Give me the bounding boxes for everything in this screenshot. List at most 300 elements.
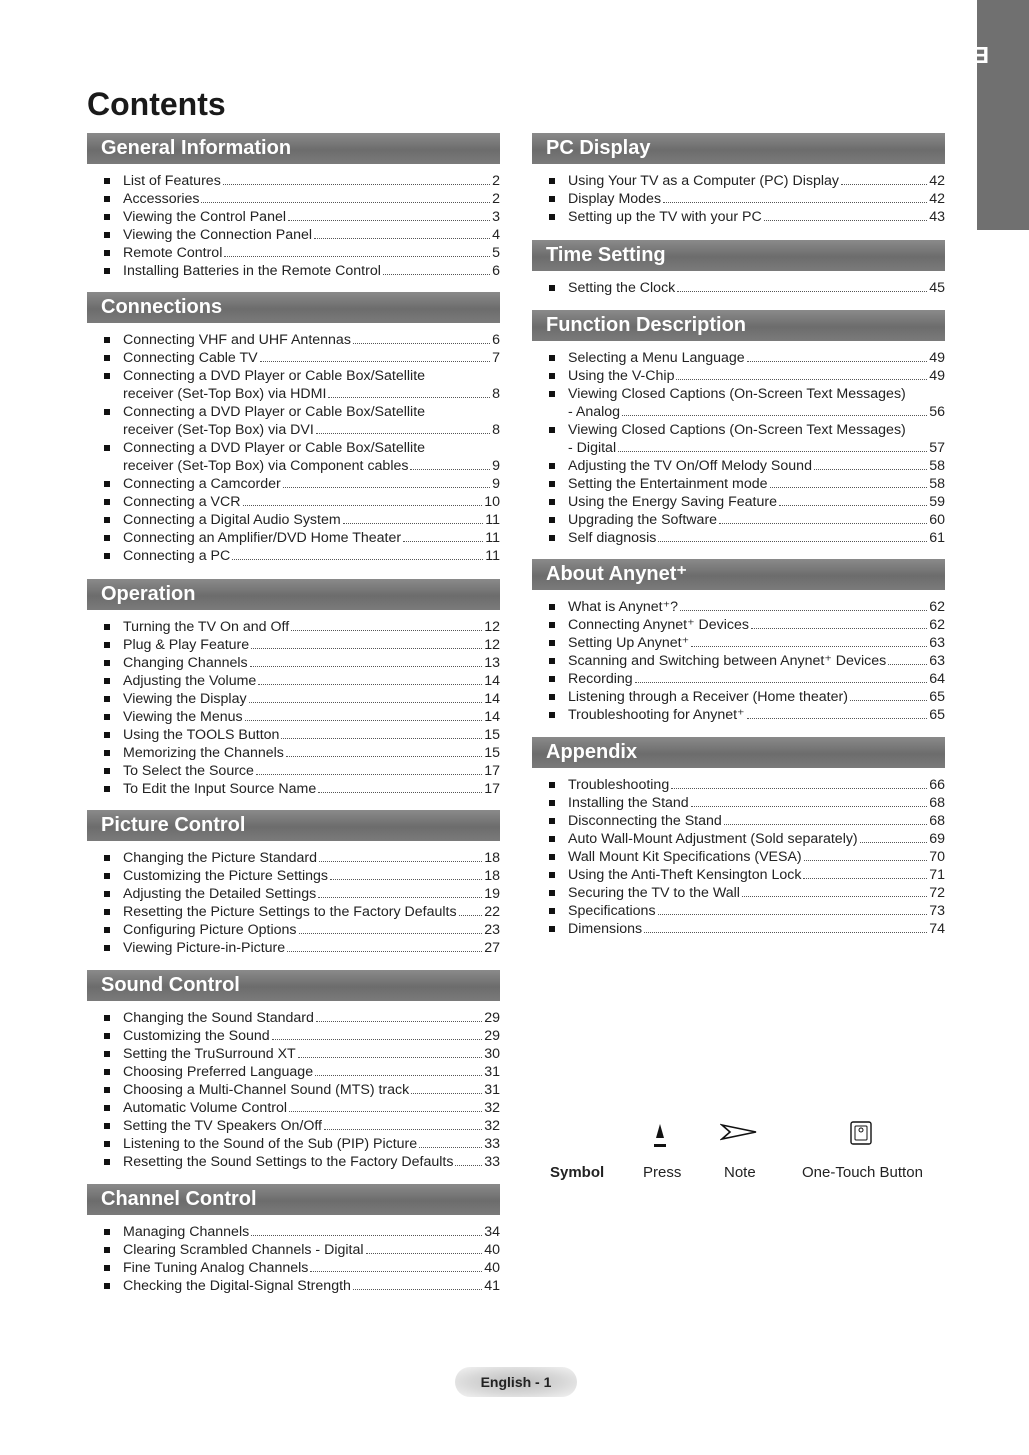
toc-entry[interactable] [532, 598, 945, 616]
toc-entry-title: Connecting a DVD Player or Cable Box/Satellite [123, 440, 426, 456]
dot-leader [324, 1129, 482, 1130]
toc-entry[interactable] [532, 688, 945, 706]
bullet-icon [549, 391, 555, 397]
bullet-icon [549, 926, 555, 932]
toc-page-number: 71 [929, 867, 945, 883]
toc-entry-text: Setting the Clock [568, 280, 676, 296]
dot-leader [260, 361, 491, 362]
toc-entry[interactable] [87, 618, 500, 636]
dot-leader [618, 451, 927, 452]
bullet-icon [549, 355, 555, 361]
dot-leader [747, 718, 928, 719]
dot-leader [298, 1057, 483, 1058]
toc-entry[interactable] [87, 849, 500, 867]
toc-entry[interactable] [87, 331, 500, 349]
dot-leader [403, 541, 483, 542]
dot-leader [289, 1111, 482, 1112]
toc-entry-text: Using the Anti-Theft Kensington Lock [568, 867, 802, 883]
dot-leader [287, 951, 482, 952]
toc-entry[interactable] [87, 903, 500, 921]
toc-entry[interactable] [532, 190, 945, 208]
dot-leader [245, 720, 483, 721]
dot-leader [742, 896, 927, 897]
toc-entry-text: Setting the Entertainment mode [568, 476, 768, 492]
bullet-icon [549, 890, 555, 896]
bullet-icon [549, 676, 555, 682]
toc-page-number: 73 [929, 903, 945, 919]
toc-entry-text: Disconnecting the Stand [568, 813, 722, 829]
toc-entry[interactable] [87, 1223, 500, 1241]
dot-leader [850, 700, 927, 701]
toc-entry[interactable] [87, 529, 500, 547]
bullet-icon [549, 640, 555, 646]
toc-entry-text: Viewing Picture-in-Picture [123, 940, 286, 956]
toc-entry-text: Adjusting the Detailed Settings [123, 886, 317, 902]
toc-list [532, 776, 945, 938]
section-channel-control [87, 1184, 500, 1295]
bullet-icon [549, 535, 555, 541]
dot-leader [328, 397, 490, 398]
dot-leader [459, 915, 483, 916]
bullet-icon [104, 696, 110, 702]
toc-entry-text: Memorizing the Channels [123, 745, 284, 761]
toc-entry-text: Using the Energy Saving Feature [568, 494, 777, 510]
toc-entry[interactable] [532, 279, 945, 297]
toc-page-number: 27 [484, 940, 500, 956]
dot-leader [410, 469, 490, 470]
toc-page-number: 15 [484, 727, 500, 743]
dot-leader [224, 256, 490, 257]
dot-leader [232, 559, 483, 560]
toc-entry[interactable] [87, 1117, 500, 1135]
toc-entry-text: Setting Up Anynet⁺ [568, 635, 690, 651]
toc-page-number: 43 [929, 209, 945, 225]
toc-entry-text: Setting up the TV with your PC [568, 209, 762, 225]
bullet-icon [104, 214, 110, 220]
dot-leader [841, 184, 927, 185]
bullet-icon [104, 535, 110, 541]
section-header: Appendix [532, 737, 945, 768]
toc-entry[interactable] [87, 547, 500, 565]
bullet-icon [549, 481, 555, 487]
toc-entry[interactable] [87, 262, 500, 280]
toc-entry[interactable] [87, 1277, 500, 1295]
toc-entry[interactable] [87, 690, 500, 708]
bullet-icon [549, 800, 555, 806]
bullet-icon [104, 642, 110, 648]
toc-entry[interactable] [87, 493, 500, 511]
toc-page-number: 68 [929, 813, 945, 829]
dot-leader [251, 1235, 482, 1236]
bullet-icon [104, 178, 110, 184]
dot-leader [319, 861, 482, 862]
section-pc-display [532, 133, 945, 226]
bullet-icon [549, 836, 555, 842]
toc-list [87, 1223, 500, 1295]
toc-page-number: 14 [484, 709, 500, 725]
toc-entry[interactable] [87, 475, 500, 493]
legend-onetouch-label: One-Touch Button [802, 1164, 923, 1181]
dot-leader [310, 1271, 482, 1272]
toc-entry-text: What is Anynet⁺? [568, 599, 679, 615]
section-header: About Anynet⁺ [532, 559, 945, 590]
bullet-icon [549, 658, 555, 664]
dot-leader [724, 824, 927, 825]
toc-entry[interactable] [87, 885, 500, 903]
toc-entry-text: Fine Tuning Analog Channels [123, 1260, 309, 1276]
dot-leader [888, 664, 927, 665]
toc-page-number: 11 [485, 512, 500, 528]
toc-entry[interactable] [87, 654, 500, 672]
toc-entry-title: Connecting a DVD Player or Cable Box/Satellite [123, 368, 426, 384]
toc-entry[interactable] [87, 636, 500, 654]
toc-entry[interactable] [87, 1009, 500, 1027]
toc-page-number: 58 [929, 476, 945, 492]
toc-entry[interactable] [532, 866, 945, 884]
toc-entry[interactable] [87, 1027, 500, 1045]
toc-page-number: 12 [484, 637, 500, 653]
dot-leader [663, 202, 927, 203]
dot-leader [814, 469, 927, 470]
toc-entry-text: Choosing Preferred Language [123, 1064, 314, 1080]
toc-page-number: 40 [484, 1242, 500, 1258]
bullet-icon [104, 1247, 110, 1253]
toc-entry[interactable] [87, 1081, 500, 1099]
dot-leader [779, 505, 927, 506]
toc-page-number: 29 [484, 1028, 500, 1044]
toc-entry[interactable] [532, 884, 945, 902]
dot-leader [803, 878, 927, 879]
dot-leader [316, 433, 490, 434]
dot-leader [635, 682, 928, 683]
bullet-icon [549, 427, 555, 433]
toc-list [87, 618, 500, 798]
toc-entry[interactable] [87, 708, 500, 726]
dot-leader [288, 220, 490, 221]
toc-entry-text: Choosing a Multi-Channel Sound (MTS) track [123, 1082, 410, 1098]
toc-entry[interactable] [532, 634, 945, 652]
dot-leader [658, 541, 927, 542]
toc-entry[interactable] [87, 672, 500, 690]
toc-entry-text: Scanning and Switching between Anynet⁺ Devices [568, 653, 887, 669]
toc-entry[interactable] [532, 830, 945, 848]
toc-page-number: 14 [484, 673, 500, 689]
dot-leader [860, 842, 928, 843]
toc-entry-text: Viewing the Menus [123, 709, 243, 725]
toc-entry-text: Securing the TV to the Wall [568, 885, 740, 901]
dot-leader [343, 523, 484, 524]
toc-page-number: 68 [929, 795, 945, 811]
section-about-anynet [532, 559, 945, 724]
toc-entry[interactable] [87, 780, 500, 798]
toc-entry[interactable] [87, 1063, 500, 1081]
toc-page-number: 9 [492, 458, 500, 474]
dot-leader [258, 684, 482, 685]
toc-entry-text: Connecting Cable TV [123, 350, 258, 366]
dot-leader [366, 1253, 483, 1254]
toc-list [87, 172, 500, 280]
dot-leader [318, 897, 482, 898]
toc-entry[interactable] [532, 511, 945, 529]
toc-entry-text: Changing Channels [123, 655, 248, 671]
toc-entry-text: Resetting the Sound Settings to the Factory Defaults [123, 1154, 454, 1170]
toc-entry[interactable] [87, 726, 500, 744]
dot-leader [314, 238, 490, 239]
toc-entry[interactable] [87, 190, 500, 208]
dot-leader [223, 184, 490, 185]
bullet-icon [549, 214, 555, 220]
bullet-icon [549, 604, 555, 610]
bullet-icon [104, 624, 110, 630]
toc-entry-text: Connecting a Digital Audio System [123, 512, 341, 528]
toc-page-number: 23 [484, 922, 500, 938]
toc-entry[interactable] [87, 1135, 500, 1153]
toc-page-number: 32 [484, 1118, 500, 1134]
symbol-legend [550, 1120, 940, 1190]
toc-entry-text: Turning the TV On and Off [123, 619, 290, 635]
toc-entry-text: To Select the Source [123, 763, 254, 779]
toc-entry[interactable] [532, 920, 945, 938]
toc-entry-text: Selecting a Menu Language [568, 350, 745, 366]
toc-entry[interactable] [87, 867, 500, 885]
bullet-icon [104, 1087, 110, 1093]
toc-entry-text: Connecting a Camcorder [123, 476, 281, 492]
dot-leader [770, 487, 928, 488]
toc-entry[interactable] [87, 1153, 500, 1171]
bullet-icon [549, 854, 555, 860]
toc-page-number: 8 [492, 386, 500, 402]
bullet-icon [104, 891, 110, 897]
toc-entry-text: Recording [568, 671, 633, 687]
toc-entry-text: Checking the Digital-Signal Strength [123, 1278, 351, 1294]
bullet-icon [104, 196, 110, 202]
toc-entry[interactable] [87, 1241, 500, 1259]
toc-entry[interactable] [532, 902, 945, 920]
toc-entry-text: Dimensions [568, 921, 643, 937]
toc-page-number: 62 [929, 599, 945, 615]
section-time-setting [532, 240, 945, 297]
toc-list [532, 279, 945, 297]
toc-list [532, 172, 945, 226]
toc-entry[interactable] [532, 812, 945, 830]
dot-leader [291, 630, 482, 631]
toc-entry-text: Display Modes [568, 191, 662, 207]
bullet-icon [104, 1265, 110, 1271]
toc-entry[interactable] [87, 1259, 500, 1277]
toc-entry-text: Adjusting the TV On/Off Melody Sound [568, 458, 812, 474]
toc-entry[interactable] [532, 776, 945, 794]
bullet-icon [104, 1141, 110, 1147]
toc-entry-title: Viewing Closed Captions (On-Screen Text Messages) [568, 422, 906, 438]
toc-page-number: 61 [929, 530, 945, 546]
bullet-icon [104, 1283, 110, 1289]
bullet-icon [104, 1015, 110, 1021]
toc-entry[interactable] [87, 403, 500, 439]
toc-page-number: 45 [929, 280, 945, 296]
toc-page-number: 63 [929, 635, 945, 651]
toc-page-number: 66 [929, 777, 945, 793]
toc-entry-text: Troubleshooting for Anynet⁺ [568, 707, 745, 723]
toc-entry[interactable] [87, 921, 500, 939]
toc-page-number: 29 [484, 1010, 500, 1026]
toc-entry[interactable] [532, 529, 945, 547]
toc-entry-title: Viewing Closed Captions (On-Screen Text Messages) [568, 386, 906, 402]
section-header: PC Display [532, 133, 945, 164]
bullet-icon [104, 909, 110, 915]
toc-page-number: 74 [929, 921, 945, 937]
toc-page-number: 56 [929, 404, 945, 420]
legend-press-label: Press [643, 1164, 682, 1181]
toc-entry[interactable] [87, 744, 500, 762]
toc-entry-text: Self diagnosis [568, 530, 657, 546]
toc-entry[interactable] [532, 421, 945, 457]
dot-leader [299, 933, 483, 934]
toc-page-number: 65 [929, 707, 945, 723]
section-picture-control [87, 810, 500, 957]
toc-entry[interactable] [87, 762, 500, 780]
toc-entry-text: Upgrading the Software [568, 512, 718, 528]
toc-entry-text: Using Your TV as a Computer (PC) Display [568, 173, 839, 189]
dot-leader [243, 505, 483, 506]
toc-entry[interactable] [532, 652, 945, 670]
toc-page-number: 2 [492, 191, 500, 207]
toc-page-number: 15 [484, 745, 500, 761]
bullet-icon [104, 1033, 110, 1039]
dot-leader [658, 914, 928, 915]
toc-entry[interactable] [87, 1099, 500, 1117]
toc-entry[interactable] [87, 367, 500, 403]
toc-entry-text: Accessories [123, 191, 200, 207]
toc-entry[interactable] [532, 848, 945, 866]
toc-entry[interactable] [532, 493, 945, 511]
toc-entry-text: Clearing Scrambled Channels - Digital [123, 1242, 364, 1258]
dot-leader [455, 1165, 482, 1166]
toc-page-number: 31 [484, 1082, 500, 1098]
page-title: Contents [87, 86, 226, 122]
dot-leader [751, 628, 927, 629]
dot-leader [804, 860, 928, 861]
dot-leader [411, 1093, 482, 1094]
toc-entry-text: Setting the TV Speakers On/Off [123, 1118, 322, 1134]
bullet-icon [104, 1159, 110, 1165]
dot-leader [249, 702, 483, 703]
bullet-icon [104, 337, 110, 343]
section-header: General Information [87, 133, 500, 164]
toc-page-number: 42 [929, 173, 945, 189]
bullet-icon [549, 178, 555, 184]
toc-entry[interactable] [87, 511, 500, 529]
dot-leader [315, 1075, 482, 1076]
dot-leader [622, 415, 927, 416]
toc-entry-text: Specifications [568, 903, 656, 919]
toc-entry-text: Wall Mount Kit Specifications (VESA) [568, 849, 802, 865]
toc-entry[interactable] [87, 349, 500, 367]
dot-leader [281, 738, 482, 739]
toc-entry-text: Connecting Anynet⁺ Devices [568, 617, 749, 633]
toc-entry-text: Connecting a PC [123, 548, 231, 564]
toc-page-number: 42 [929, 191, 945, 207]
toc-page-number: 60 [929, 512, 945, 528]
section-appendix [532, 737, 945, 938]
dot-leader [283, 487, 490, 488]
dot-leader [250, 666, 483, 667]
bullet-icon [104, 373, 110, 379]
dot-leader [353, 1289, 482, 1290]
toc-entry-text: Remote Control [123, 245, 223, 261]
toc-entry[interactable] [532, 208, 945, 226]
toc-list [87, 1009, 500, 1171]
bullet-icon [549, 908, 555, 914]
bullet-icon [104, 499, 110, 505]
bullet-icon [104, 855, 110, 861]
toc-entry[interactable] [87, 939, 500, 957]
toc-entry[interactable] [87, 208, 500, 226]
toc-entry-text: Customizing the Sound [123, 1028, 270, 1044]
bullet-icon [104, 355, 110, 361]
toc-entry-text: Connecting a VCR [123, 494, 241, 510]
toc-page-number: 63 [929, 653, 945, 669]
toc-entry-text: Managing Channels [123, 1224, 250, 1240]
toc-page-number: 19 [484, 886, 500, 902]
toc-page-number: 2 [492, 173, 500, 189]
toc-entry[interactable] [532, 706, 945, 724]
dot-leader [286, 756, 482, 757]
bullet-icon [104, 873, 110, 879]
section-header: Time Setting [532, 240, 945, 271]
toc-entry[interactable] [532, 475, 945, 493]
language-tab: English [977, 0, 1029, 230]
bullet-icon [549, 622, 555, 628]
toc-page-number: 65 [929, 689, 945, 705]
dot-leader [764, 220, 927, 221]
toc-entry[interactable] [87, 172, 500, 190]
toc-entry[interactable] [87, 1045, 500, 1063]
bullet-icon [549, 285, 555, 291]
toc-page-number: 62 [929, 617, 945, 633]
dot-leader [318, 792, 482, 793]
toc-entry-text: To Edit the Input Source Name [123, 781, 317, 797]
toc-entry[interactable] [532, 349, 945, 367]
toc-entry-text: Viewing the Display [123, 691, 247, 707]
bullet-icon [104, 268, 110, 274]
toc-entry[interactable] [532, 457, 945, 475]
toc-entry[interactable] [87, 439, 500, 475]
toc-entry[interactable] [532, 172, 945, 190]
toc-list [532, 598, 945, 724]
toc-entry-text: Auto Wall-Mount Adjustment (Sold separately) [568, 831, 858, 847]
toc-page-number: 32 [484, 1100, 500, 1116]
toc-entry[interactable] [87, 226, 500, 244]
toc-entry-text: Installing Batteries in the Remote Control [123, 263, 381, 279]
bullet-icon [104, 750, 110, 756]
toc-entry[interactable] [532, 670, 945, 688]
dot-leader [272, 1039, 483, 1040]
toc-entry[interactable] [532, 385, 945, 421]
toc-page-number: 33 [484, 1136, 500, 1152]
bullet-icon [104, 1069, 110, 1075]
toc-entry[interactable] [87, 244, 500, 262]
toc-entry[interactable] [532, 367, 945, 385]
toc-entry-text: - Analog [568, 404, 621, 420]
toc-entry[interactable] [532, 794, 945, 812]
toc-page-number: 12 [484, 619, 500, 635]
dot-leader [419, 1147, 482, 1148]
bullet-icon [104, 927, 110, 933]
toc-page-number: 57 [929, 440, 945, 456]
toc-page-number: 30 [484, 1046, 500, 1062]
toc-entry[interactable] [532, 616, 945, 634]
toc-entry-text: Viewing the Control Panel [123, 209, 286, 225]
